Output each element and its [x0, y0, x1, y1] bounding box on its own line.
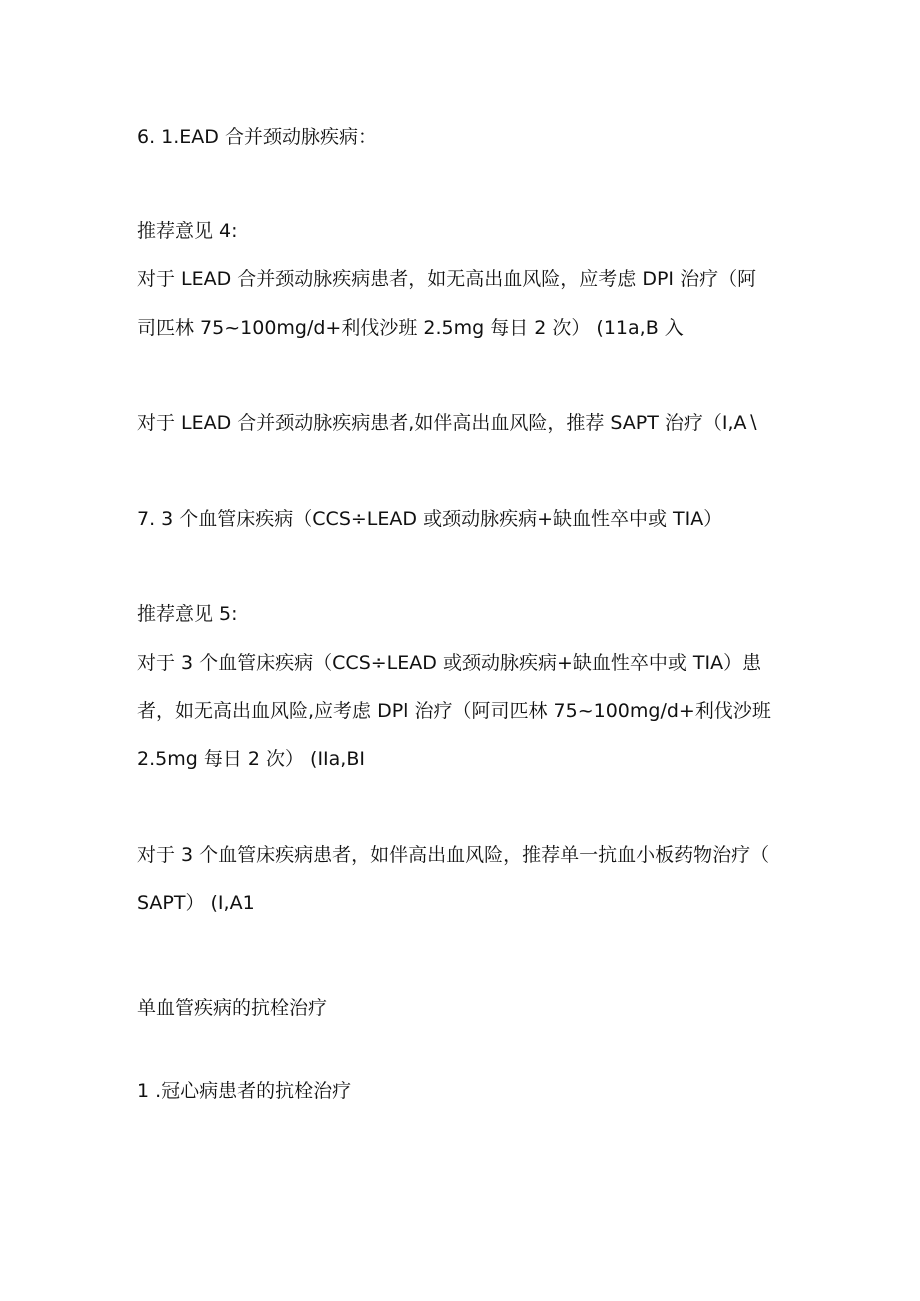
cad-heading: 1 .冠心病患者的抗栓治疗	[137, 1080, 352, 1102]
recommendation-5-text: 对于 3 个血管床疾病（CCS÷LEAD 或颈动脉疾病+缺血性卒中或 TIA）患	[137, 652, 762, 674]
recommendation-5-text: 对于 3 个血管床疾病患者，如伴高出血风险，推荐单一抗血小板药物治疗（	[137, 844, 770, 866]
recommendation-5-text: 者，如无高出血风险,应考虑 DPl 治疗（阿司匹林 75~100mg∕d+利伐沙班	[137, 700, 771, 722]
recommendation-5-label: 推荐意见 5:	[137, 603, 238, 625]
section-7-heading: 7. 3 个血管床疾病（CCS÷LEAD 或颈动脉疾病+缺血性卒中或 TIA）	[137, 508, 723, 530]
recommendation-4-text: 司匹林 75~100mg∕d+利伐沙班 2.5mg 每日 2 次） (11a,B 入	[137, 317, 684, 339]
recommendation-4-text: 对于 LEAD 合并颈动脉疾病患者，如无高出血风险，应考虑 DPI 治疗（阿	[137, 268, 757, 290]
recommendation-5-text: SAPT） (I,A1	[137, 892, 255, 914]
recommendation-4-label: 推荐意见 4:	[137, 220, 238, 242]
recommendation-4-text: 对于 LEAD 合并颈动脉疾病患者,如伴高出血风险，推荐 SAPT 治疗（I,A∖	[137, 412, 759, 434]
section-6-heading: 6. 1.EAD 合并颈动脉疾病：	[137, 126, 377, 148]
single-bed-heading: 单血管疾病的抗栓治疗	[137, 997, 328, 1019]
recommendation-5-text: 2.5mg 每日 2 次） (IIa,BI	[137, 748, 365, 770]
